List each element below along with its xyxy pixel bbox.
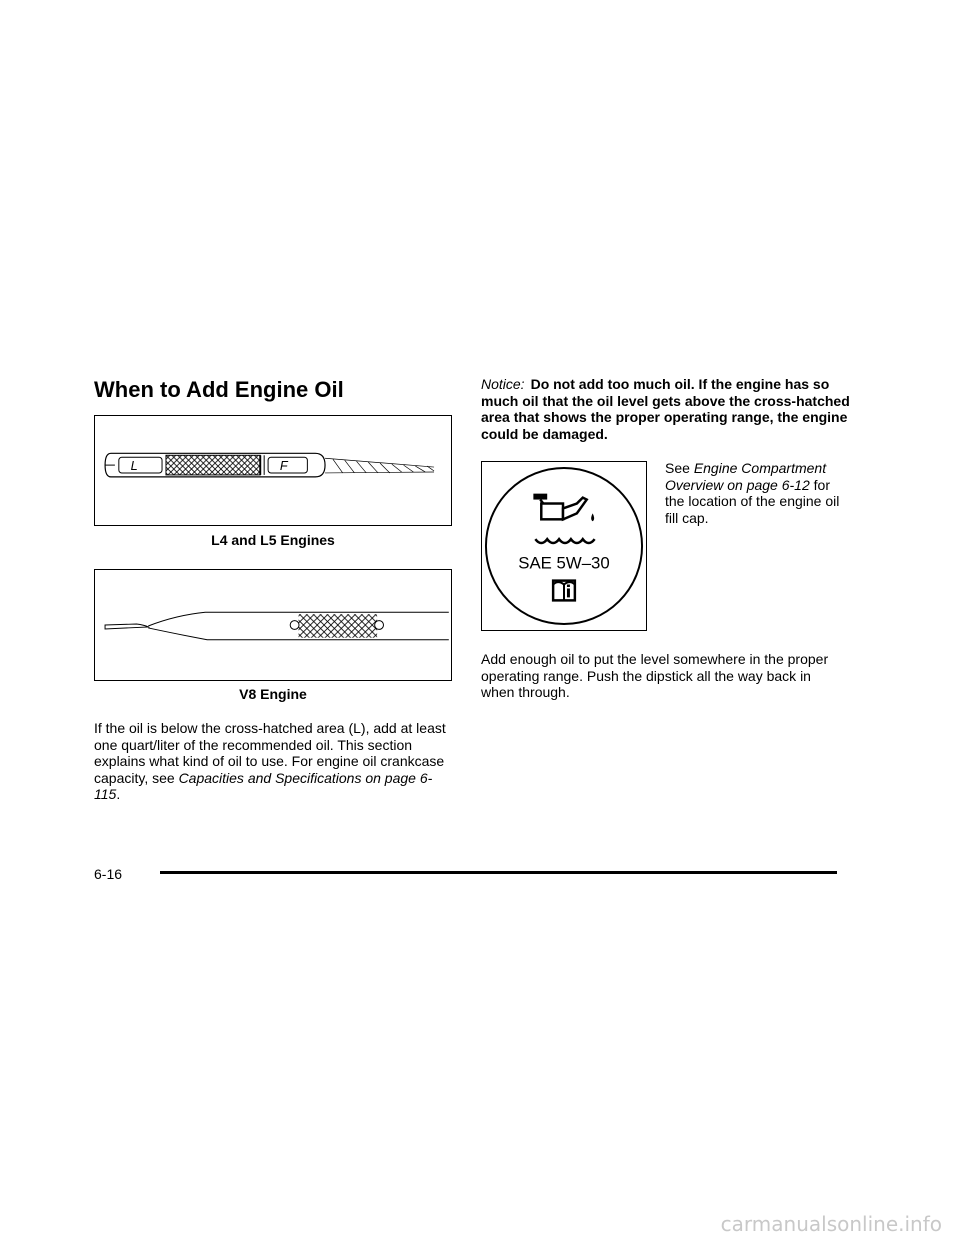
oil-fill-cap-illustration [482,462,646,630]
engine-compartment-reference-link[interactable]: Engine Compartment Overview on page 6-12 [665,460,827,493]
notice-label: Notice: [481,376,525,392]
section-title: When to Add Engine Oil [94,377,344,402]
notice-paragraph: Notice: Do not add too much oil. If the engine has so much oil that the oil level gets above the cross-hatched area that shows the proper operating range, the engine could be damaged. [481,376,850,442]
oil-level-paragraph: If the oil is below the cross-hatched area (L), add at least one quart/liter of the recommended oil. This section explains what kind of oil to use. For engine oil crankcase capacity, see Capacities and Specifications on page 6-115. [94,720,446,803]
capacities-reference-link[interactable]: Capacities and Specifications on page 6-115 [94,769,433,803]
figure-caption-l4-l5: L4 and L5 Engines [211,532,335,548]
figure-oil-fill-cap [481,461,647,631]
footer-rule [160,871,837,874]
owners-manual-icon [553,581,575,601]
page-number: 6-16 [94,866,123,882]
full-mark-label: F [279,458,288,474]
figure-l4-l5-dipstick [94,415,452,526]
figure-caption-v8: V8 Engine [239,686,307,702]
see-paragraph: See Engine Compartment Overview on page 6-12 for the location of the engine oil fill cap. [665,460,840,526]
oil-viscosity-label: SAE 5W–30 [518,553,610,573]
low-mark-label: L [130,458,138,474]
watermark: carmanualsonline.info [720,1212,942,1236]
dipstick-v8-illustration [95,570,451,680]
add-oil-paragraph: Add enough oil to put the level somewhere in the proper operating range. Push the dipstick all the way back in when through. [481,651,829,701]
figure-v8-dipstick [94,569,452,681]
dipstick-l4-l5-illustration [95,416,451,525]
